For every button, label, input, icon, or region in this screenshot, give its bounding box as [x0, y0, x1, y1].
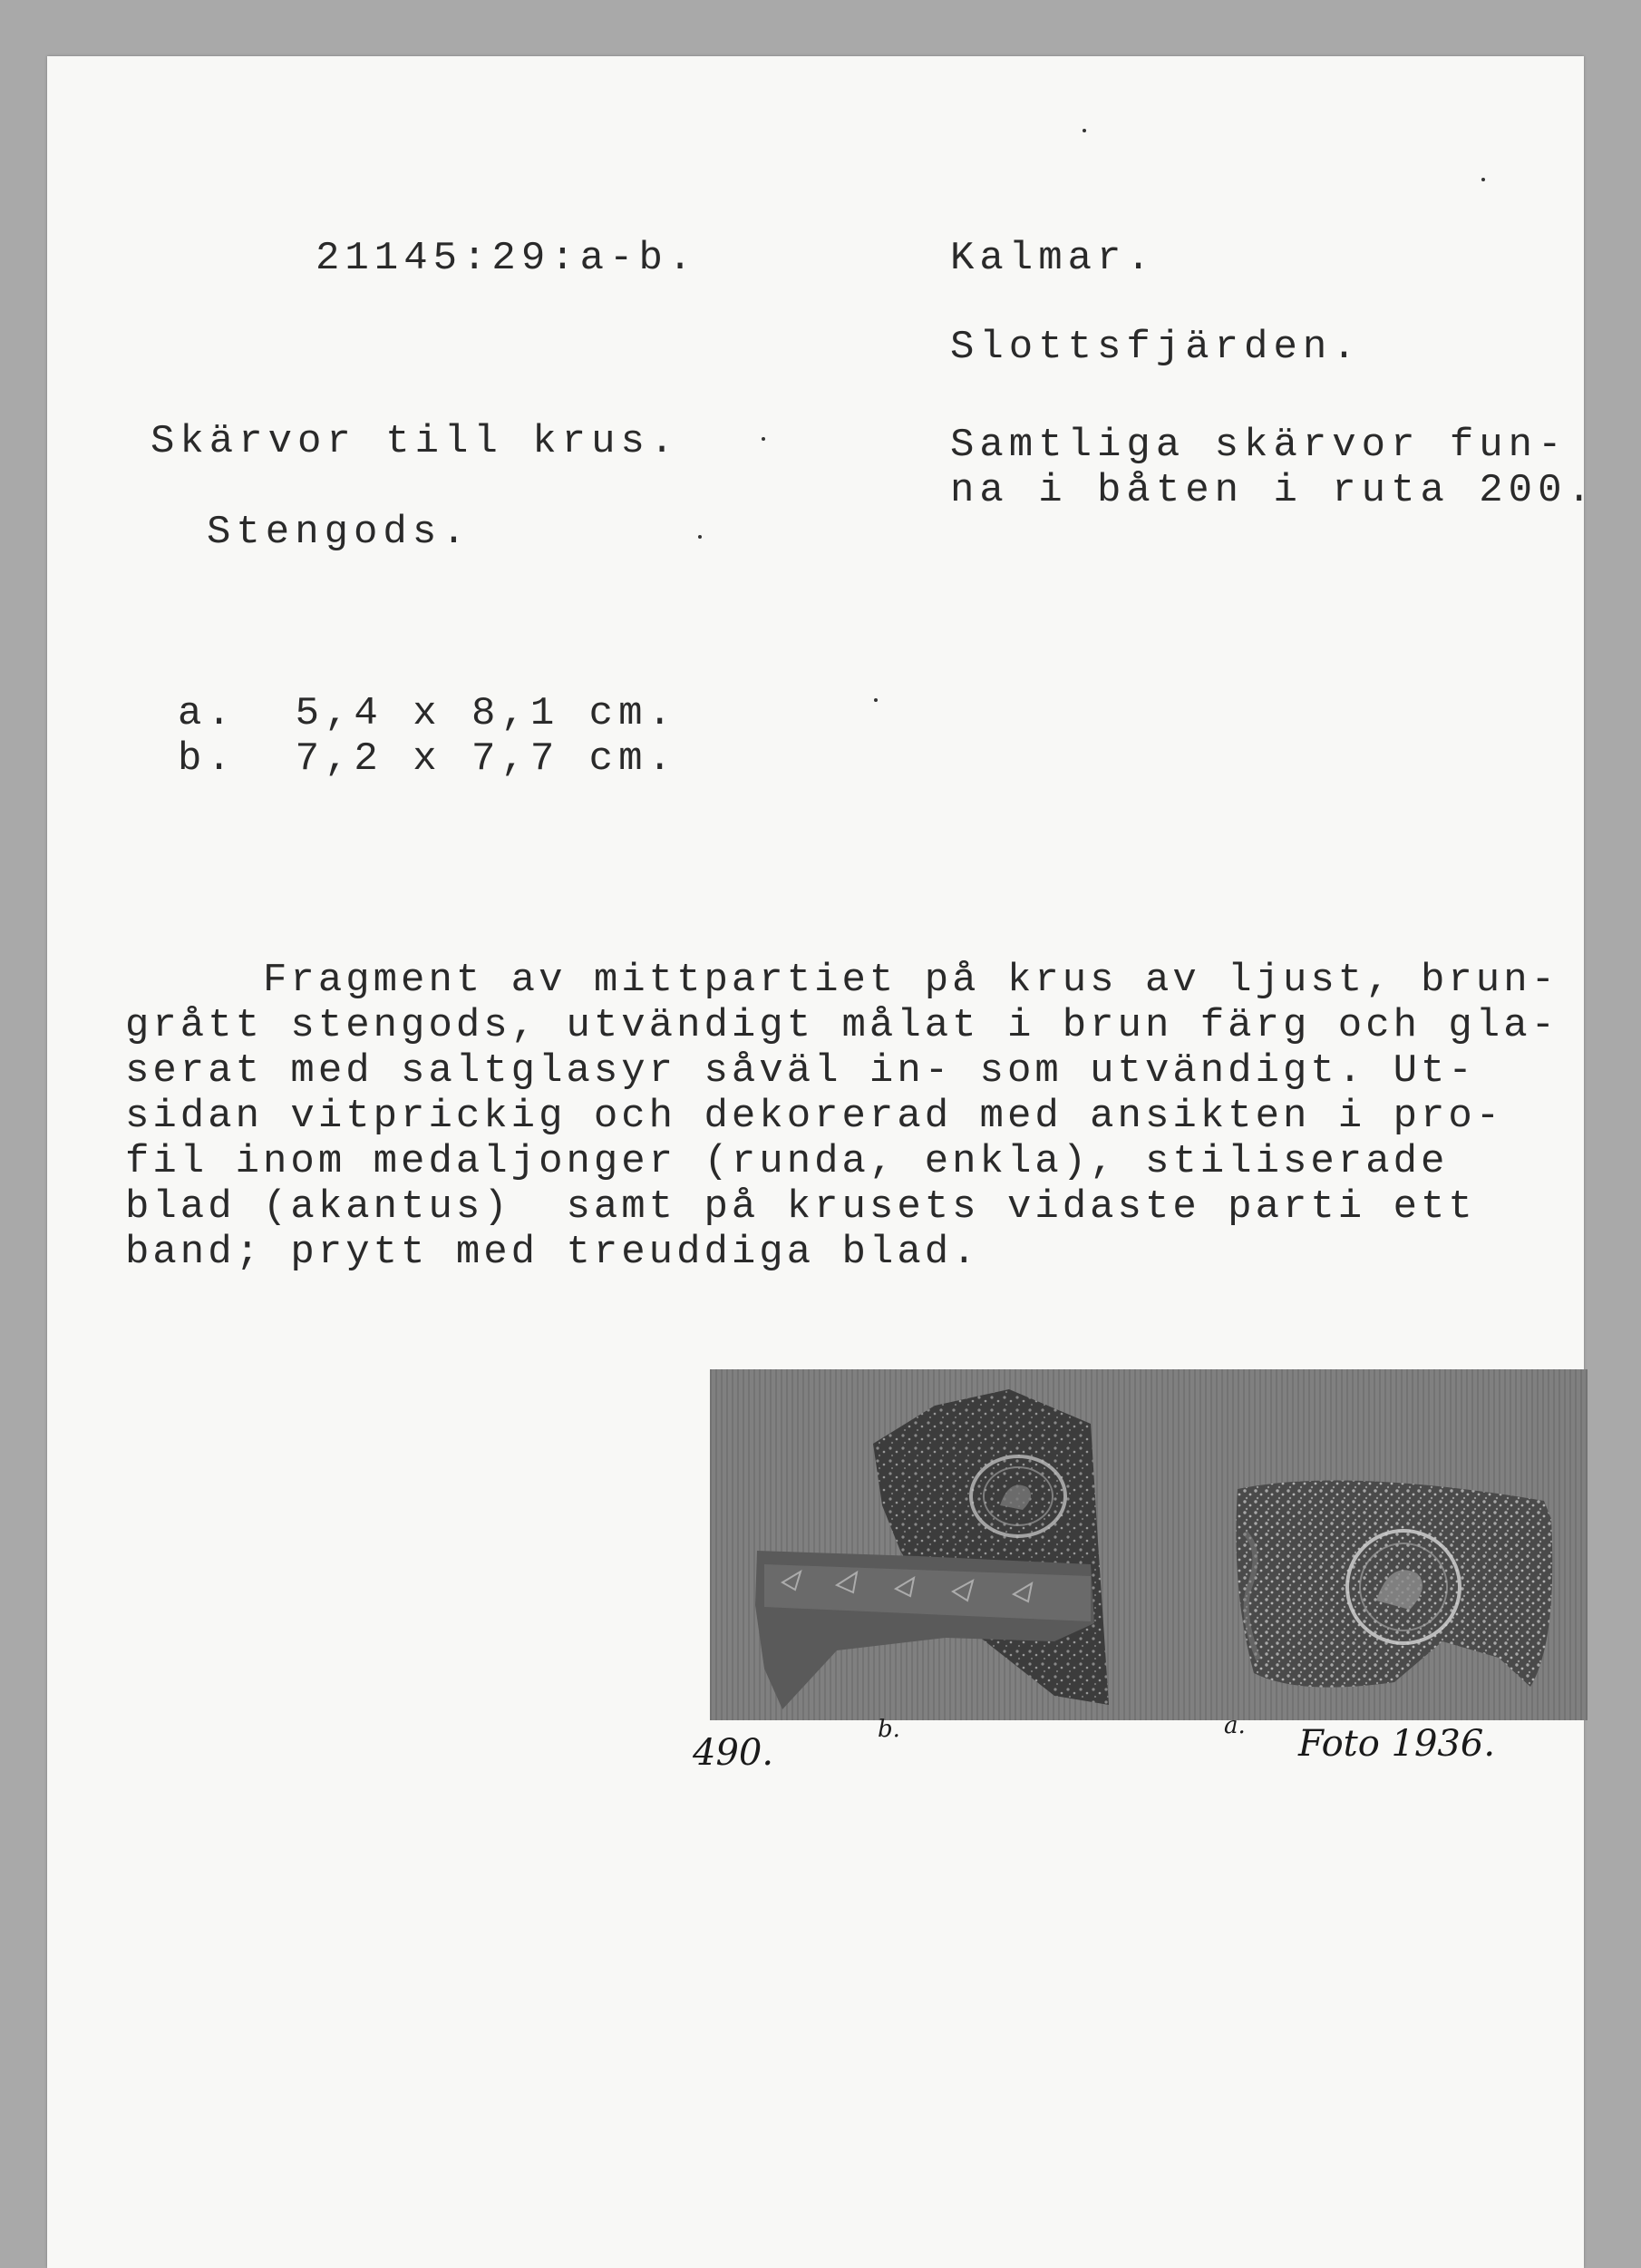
- place: Kalmar.: [950, 236, 1156, 281]
- description-line-5: fil inom medaljonger (runda, enkla), stiliserade: [125, 1139, 1449, 1184]
- label-b: b.: [878, 1716, 900, 1743]
- description-line-6: blad (akantus) samt på krusets vidaste parti ett: [125, 1184, 1476, 1230]
- speck: [762, 437, 765, 441]
- site: Slottsfjärden.: [950, 325, 1362, 370]
- speck: [1481, 178, 1485, 181]
- description-line-7: band; prytt med treuddiga blad.: [125, 1230, 980, 1275]
- description-line-1: Fragment av mittpartiet på krus av ljust, brun-: [125, 958, 1559, 1003]
- catalog-card: [47, 56, 1597, 2268]
- sherds-photograph-image: [710, 1369, 1588, 1720]
- speck: [1083, 129, 1086, 132]
- photo-credit: Foto 1936.: [1298, 1723, 1496, 1765]
- find-note-line-2: na i båten i ruta 200.: [950, 468, 1597, 513]
- find-note-line-1: Samtliga skärvor fun-: [950, 423, 1568, 468]
- dimension-a: a. 5,4 x 8,1 cm.: [178, 691, 677, 736]
- speck: [874, 698, 878, 702]
- sherds-photograph: [710, 1369, 1588, 1720]
- dimension-b: b. 7,2 x 7,7 cm.: [178, 736, 677, 782]
- object-type: Skärvor till krus.: [151, 419, 680, 464]
- catalog-number: 21145:29:a-b.: [316, 236, 698, 281]
- material: Stengods.: [207, 510, 471, 555]
- description-line-2: grått stengods, utvändigt målat i brun färg och gla-: [125, 1003, 1559, 1048]
- speck: [698, 535, 702, 539]
- sherd-a: [1236, 1481, 1552, 1688]
- label-a: a.: [1224, 1712, 1246, 1739]
- description-line-4: sidan vitprickig och dekorerad med ansikten i pro-: [125, 1094, 1504, 1139]
- negative-number: 490.: [693, 1732, 774, 1774]
- description-line-3: serat med saltglasyr såväl in- som utvändigt. Ut-: [125, 1048, 1476, 1094]
